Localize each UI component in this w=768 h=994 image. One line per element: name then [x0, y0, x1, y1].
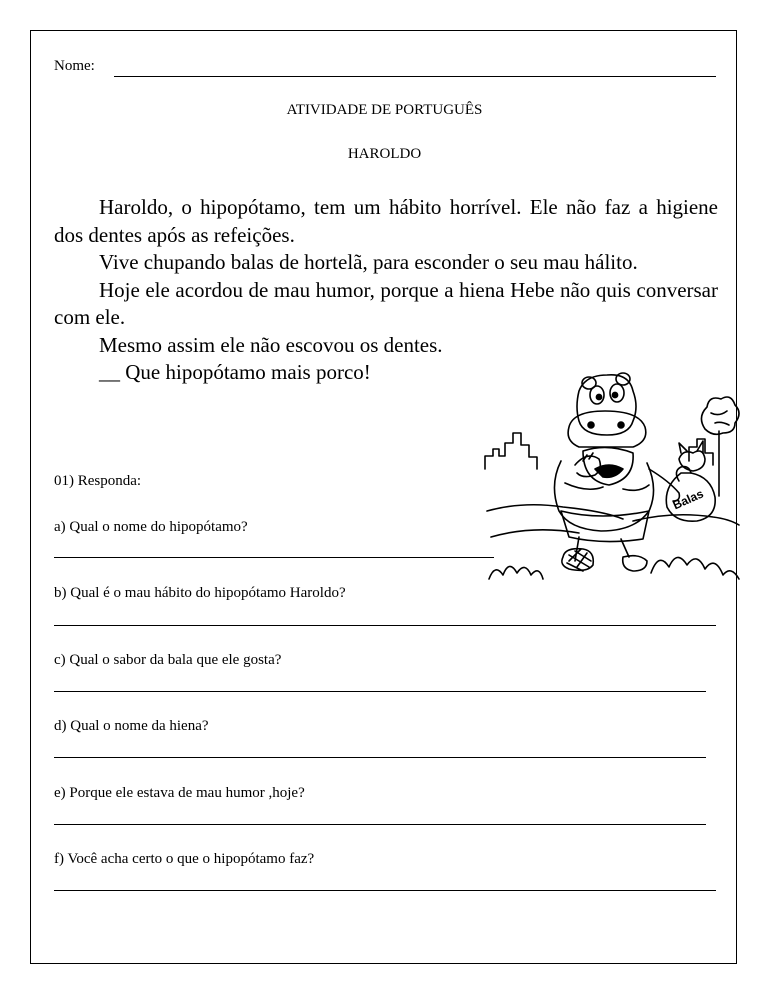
exercise-heading: 01) Responda:	[54, 473, 142, 489]
candy-bag-label: Balas	[670, 486, 706, 513]
question-f: f) Você acha certo o que o hipopótamo faz?	[54, 851, 315, 867]
answer-line-d	[54, 757, 706, 758]
skyline-icon	[485, 433, 537, 469]
answer-line-e	[54, 824, 706, 825]
story-paragraph: Mesmo assim ele não escovou os dentes.	[99, 332, 443, 357]
story-paragraph: Hoje ele acordou de mau humor, porque a hiena Hebe não quis conversar com ele.	[54, 277, 718, 329]
question-a: a) Qual o nome do hipopótamo?	[54, 519, 248, 535]
page-title: ATIVIDADE DE PORTUGUÊS	[286, 102, 483, 118]
hippo-illustration	[483, 361, 741, 583]
answer-line-a	[54, 557, 494, 558]
story-title: HAROLDO	[347, 146, 422, 162]
story-paragraph: Vive chupando balas de hortelã, para esconder o seu mau hálito.	[99, 250, 638, 274]
question-e: e) Porque ele estava de mau humor ,hoje?	[54, 785, 305, 801]
story-text	[54, 194, 718, 387]
worksheet-page	[30, 30, 737, 964]
question-b: b) Qual é o mau hábito do hipopótamo Haroldo?	[54, 585, 346, 601]
bush-icon	[489, 566, 543, 579]
name-answer-line	[114, 76, 716, 77]
story-paragraph: Haroldo, o hipopótamo, tem um hábito horrível. Ele não faz a higiene dos dentes após as refeições.	[54, 195, 718, 247]
answer-line-b	[54, 625, 716, 626]
tree-icon	[701, 397, 739, 434]
name-label: Nome:	[54, 58, 95, 74]
question-d: d) Qual o nome da hiena?	[54, 718, 209, 734]
answer-line-f	[54, 890, 716, 891]
question-c: c) Qual o sabor da bala que ele gosta?	[54, 652, 282, 668]
story-paragraph: __ Que hipopótamo mais porco!	[99, 360, 371, 384]
answer-line-c	[54, 691, 706, 692]
